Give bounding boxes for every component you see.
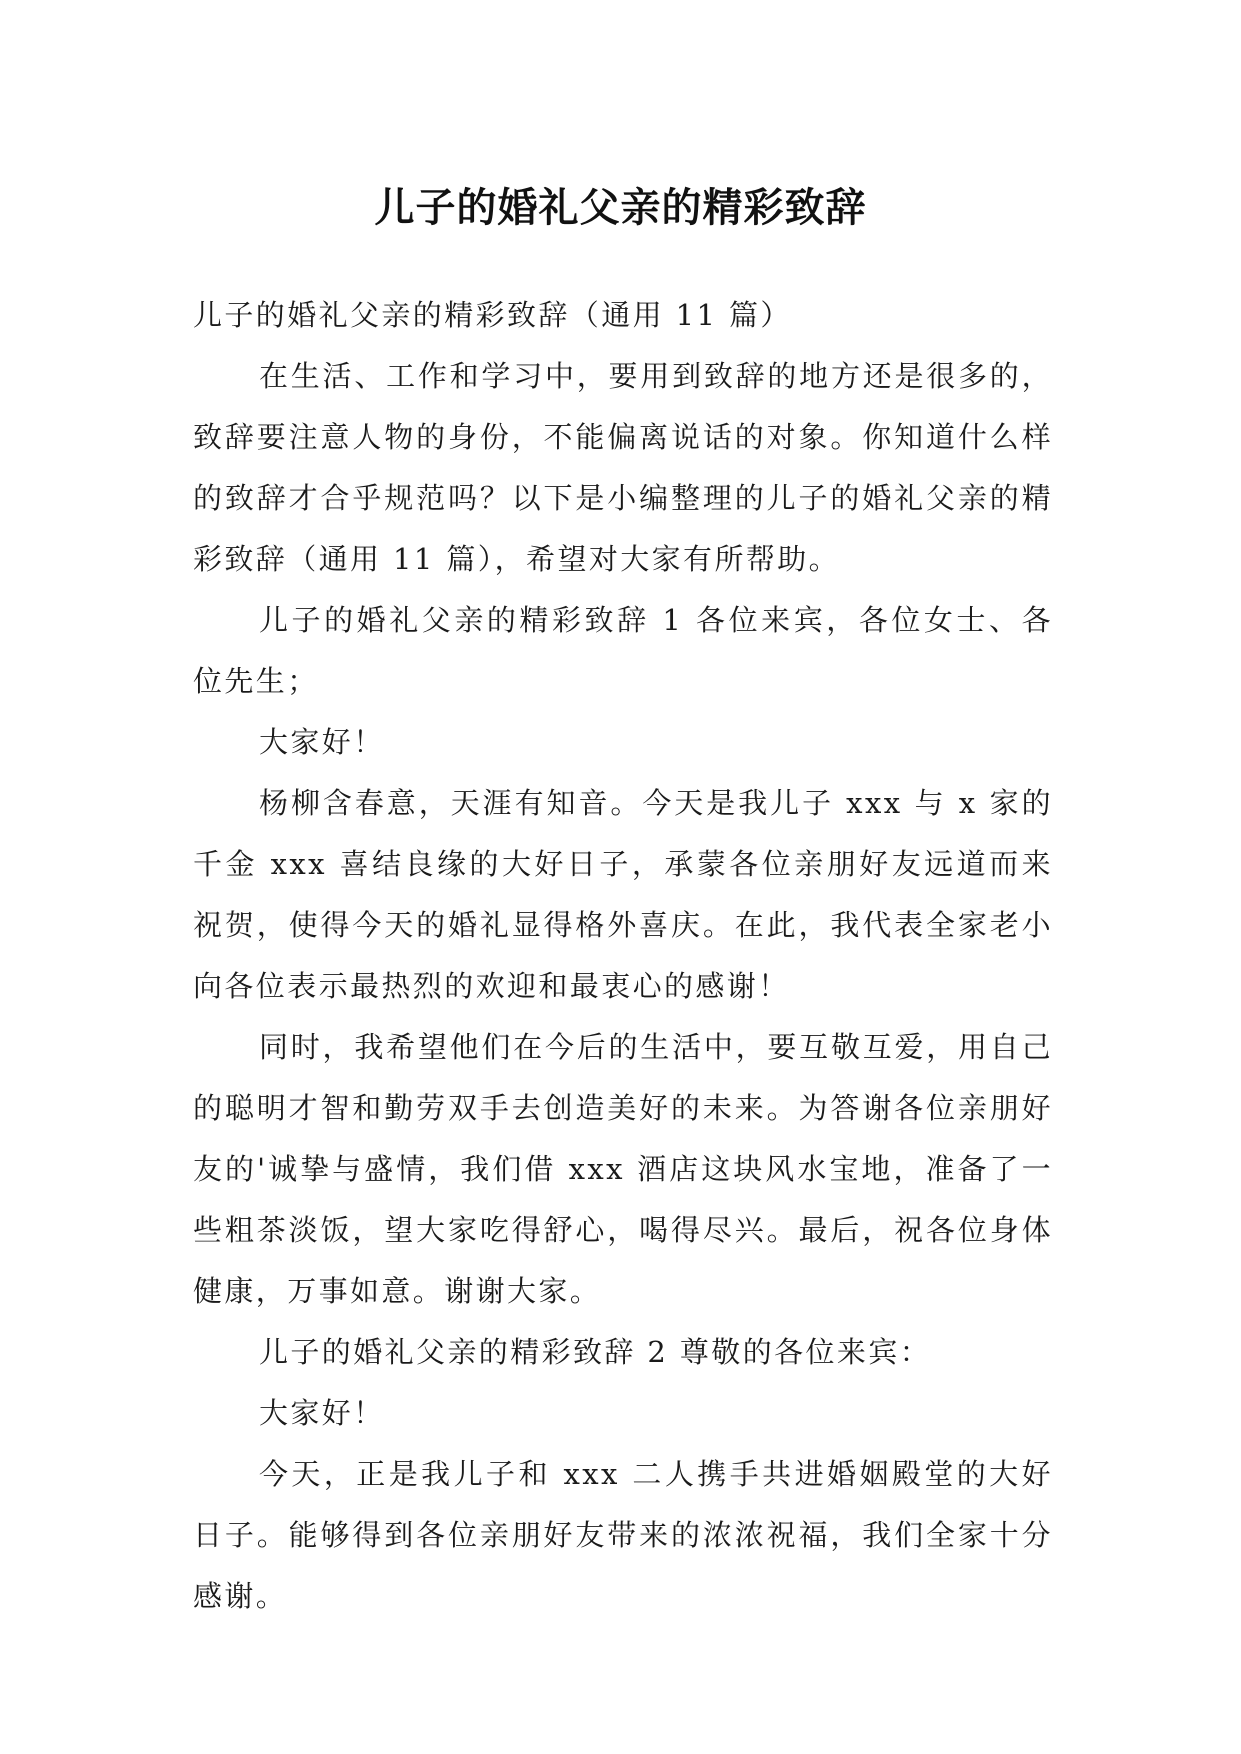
intro-paragraph: 在生活、工作和学习中，要用到致辞的地方还是很多的，致辞要注意人物的身份，不能偏离说话的对象。你知道什么样的致辞才合乎规范吗？以下是小编整理的儿子的婚礼父亲的精彩致辞（通用 11 篇），希望对大家有所帮助。 (193, 359, 1053, 576)
document-body (193, 285, 1053, 1627)
speech-2-heading-paragraph: 儿子的婚礼父亲的精彩致辞 2 尊敬的各位来宾： (259, 1335, 932, 1369)
greeting-paragraph: 大家好！ (259, 725, 385, 759)
document-title: 儿子的婚礼父亲的精彩致辞 (374, 184, 867, 231)
body-paragraph: 今天，正是我儿子和 xxx 二人携手共进婚姻殿堂的大好日子。能够得到各位亲朋好友带来的浓浓祝福，我们全家十分感谢。 (193, 1457, 1053, 1613)
body-paragraph: 杨柳含春意，天涯有知音。今天是我儿子 xxx 与 x 家的千金 xxx 喜结良缘的大好日子，承蒙各位亲朋好友远道而来祝贺，使得今天的婚礼显得格外喜庆。在此，我代表全家老小向各位表示最热烈的欢迎和最衷心的感谢！ (193, 786, 1053, 1003)
body-paragraph: 同时，我希望他们在今后的生活中，要互敬互爱，用自己的聪明才智和勤劳双手去创造美好的未来。为答谢各位亲朋好友的'诚挚与盛情，我们借 xxx 酒店这块风水宝地，准备了一些粗茶淡饭，望大家吃得舒心，喝得尽兴。最后，祝各位身体健康，万事如意。谢谢大家。 (193, 1030, 1053, 1308)
greeting-paragraph: 大家好！ (259, 1396, 385, 1430)
subtitle-paragraph: 儿子的婚礼父亲的精彩致辞（通用 11 篇） (193, 298, 792, 332)
speech-1-heading-paragraph: 儿子的婚礼父亲的精彩致辞 1 各位来宾，各位女士、各位先生； (193, 603, 1053, 698)
